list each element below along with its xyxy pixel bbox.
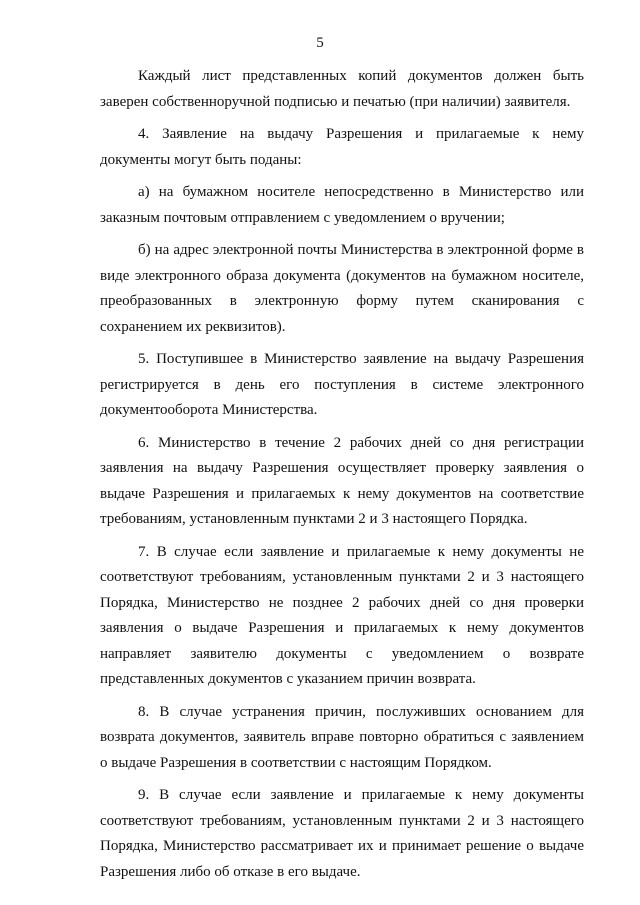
page-number: 5 — [316, 35, 324, 51]
paragraph-9: 9. В случае если заявление и прилагаемые к нему документы соответствуют требованиям, установленным пунктами 2 и 3 настоящего Порядка, Министерство рассматривает их и принимает решение о выдаче Разрешения либо об отказе в его выдаче. — [100, 787, 584, 880]
paragraph-4b: б) на адрес электронной почты Министерства в электронной форме в виде электронного образа документа (документов на бумажном носителе, преобразованных в электронную форму путем сканирования с сохранением их реквизитов). — [100, 242, 584, 335]
document-body — [100, 64, 584, 892]
paragraph-5: 5. Поступившее в Министерство заявление на выдачу Разрешения регистрируется в день его поступления в системе электронного документооборота Министерства. — [100, 351, 584, 418]
paragraph-4a: а) на бумажном носителе непосредственно в Министерство или заказным почтовым отправлением с уведомлением о вручении; — [100, 184, 584, 226]
paragraph-certification: Каждый лист представленных копий документов должен быть заверен собственноручной подписью и печатью (при наличии) заявителя. — [100, 68, 584, 110]
paragraph-8: 8. В случае устранения причин, послуживших основанием для возврата документов, заявитель вправе повторно обратиться с заявлением о выдаче Разрешения в соответствии с настоящим Порядком. — [100, 703, 584, 771]
paragraph-6: 6. Министерство в течение 2 рабочих дней со дня регистрации заявления на выдачу Разрешения осуществляет проверку заявления о выдаче Разрешения и прилагаемых к нему документов на соответствие требованиям, установленным пунктами 2 и 3 настоящего Порядка. — [100, 434, 584, 527]
paragraph-4: 4. Заявление на выдачу Разрешения и прилагаемые к нему документы могут быть поданы: — [100, 126, 584, 168]
paragraph-7: 7. В случае если заявление и прилагаемые к нему документы не соответствуют требованиям, установленным пунктами 2 и 3 настоящего Порядка, Министерство не позднее 2 рабочих дней со дня проверки заявления о выдаче Разрешения и прилагаемых к нему документов направляет заявителю документы с уведомлением о возврате представленных документов с указанием причин возврата. — [100, 543, 584, 687]
